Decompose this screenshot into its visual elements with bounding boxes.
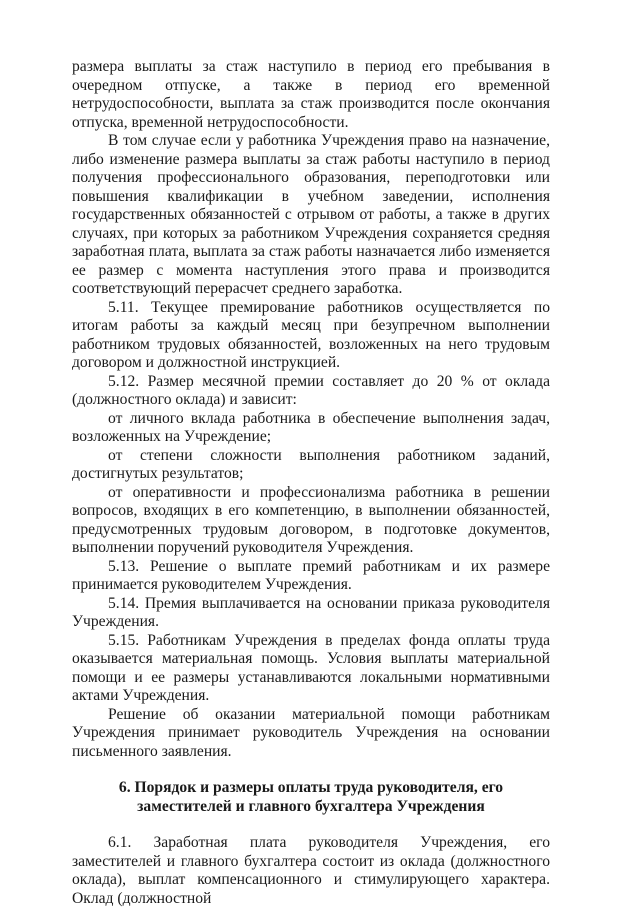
paragraph-5-11: 5.11. Текущее премирование работников осуществляется по итогам работы за каждый месяц при безупречном выполнении работником трудовых обязанностей, возложенных на него трудовым договором и должностной инструкцией.	[72, 298, 550, 371]
paragraph-material-aid-decision: Решение об оказании материальной помощи работникам Учреждения принимает руководитель Учреждения на основании письменного заявления.	[72, 705, 550, 760]
paragraph-5-13: 5.13. Решение о выплате премий работникам и их размере принимается руководителем Учреждения.	[72, 557, 550, 593]
paragraph-5-15: 5.15. Работникам Учреждения в пределах фонда оплаты труда оказывается материальная помощь. Условия выплаты материальной помощи и ее размеры устанавливаются локальными нормативными актами Учреждения.	[72, 631, 550, 704]
paragraph-complexity: от степени сложности выполнения работником заданий, достигнутых результатов;	[72, 446, 550, 482]
paragraph-stazh-education: В том случае если у работника Учреждения право на назначение, либо изменение размера выплаты за стаж работы наступило в период получения профессионального образования, переподготовки или повышения квалификации в учебном заведении, исполнения государственных обязанностей с отрывом от работы, а также в других случаях, при которых за работником Учреждения сохраняется средняя заработная плата, выплата за стаж работы назначается либо изменяется ее размер с момента наступления этого права и производится соответствующий перерасчет среднего заработка.	[72, 132, 550, 297]
section-6-heading	[72, 779, 550, 816]
paragraph-6-1: 6.1. Заработная плата руководителя Учреждения, его заместителей и главного бухгалтера состоит из оклада (должностного оклада), выплат компенсационного и стимулирующего характера. Оклад (должностной	[72, 834, 550, 907]
section-6-heading-line1: 6. Порядок и размеры оплаты труда руководителя, его	[118, 779, 504, 796]
section-6-heading-line2: заместителей и главного бухгалтера Учреждения	[137, 797, 485, 815]
paragraph-efficiency: от оперативности и профессионализма работника в решении вопросов, входящих в его компетенцию, в выполнении обязанностей, предусмотренных трудовым договором, в подготовке документов, выполнении поручений руководителя Учреждения.	[72, 483, 550, 556]
document-page	[72, 58, 550, 908]
paragraph-personal-contribution: от личного вклада работника в обеспечение выполнения задач, возложенных на Учреждение;	[72, 409, 550, 445]
paragraph-stazh-continuation: размера выплаты за стаж наступило в период его пребывания в очередном отпуске, а также в период его временной нетрудоспособности, выплата за стаж производится после окончания отпуска, временной нетрудоспособности.	[72, 58, 550, 131]
paragraph-5-12: 5.12. Размер месячной премии составляет до 20 % от оклада (должностного оклада) и зависит:	[72, 372, 550, 408]
paragraph-5-14: 5.14. Премия выплачивается на основании приказа руководителя Учреждения.	[72, 594, 550, 630]
